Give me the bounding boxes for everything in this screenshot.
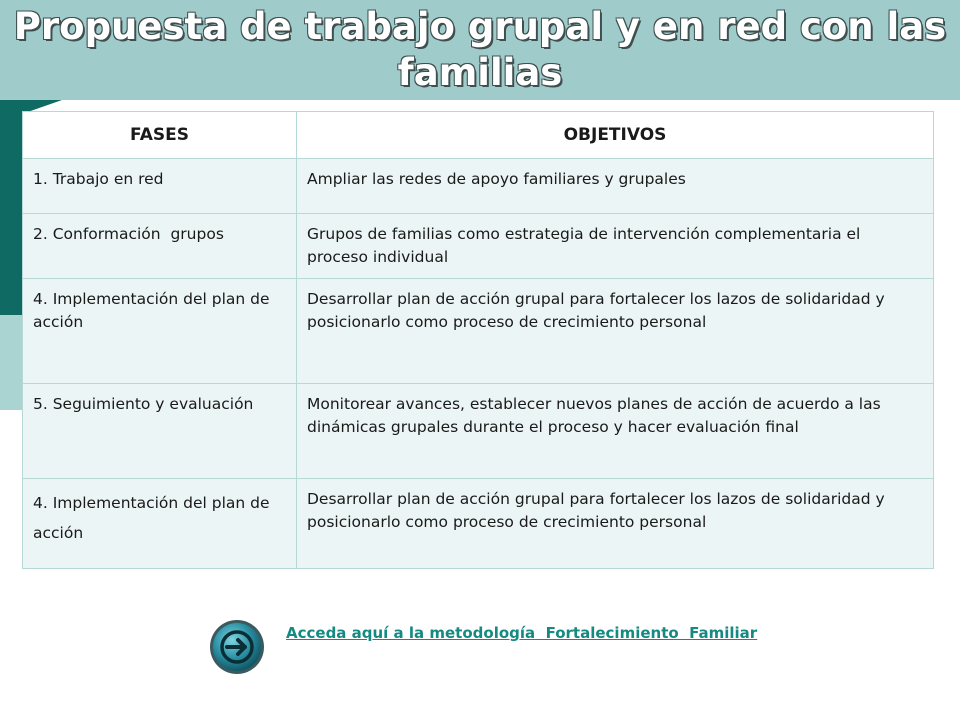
cell-objetivo: Grupos de familias como estrategia de intervención complementaria el proceso individual (297, 214, 934, 279)
cell-objetivo: Monitorear avances, establecer nuevos planes de acción de acuerdo a las dinámicas grupales durante el proceso y hacer evaluación final (297, 384, 934, 479)
table-row (23, 384, 934, 479)
cell-fase: 2. Conformación grupos (23, 214, 297, 279)
table-header-row (23, 112, 934, 159)
cell-objetivo: Ampliar las redes de apoyo familiares y grupales (297, 159, 934, 214)
header-fases: FASES (23, 112, 297, 159)
cell-fase: 1. Trabajo en red (23, 159, 297, 214)
table-row (23, 159, 934, 214)
table-row (23, 479, 934, 569)
side-accent-light (0, 315, 22, 410)
cell-objetivo: Desarrollar plan de acción grupal para fortalecer los lazos de solidaridad y posicionarlo como proceso de crecimiento personal (297, 479, 934, 569)
cell-fase: 4. Implementación del plan de acción (23, 279, 297, 384)
arrow-right-icon[interactable] (208, 618, 266, 676)
slide-title: Propuesta de trabajo grupal y en red con las familias (13, 5, 947, 94)
table-row (23, 214, 934, 279)
cell-fase: 4. Implementación del plan de acción (23, 479, 297, 569)
phases-table (22, 111, 934, 569)
header-objetivos: OBJETIVOS (297, 112, 934, 159)
cell-objetivo: Desarrollar plan de acción grupal para fortalecer los lazos de solidaridad y posicionarlo como proceso de crecimiento personal (297, 279, 934, 384)
cell-fase: 5. Seguimiento y evaluación (23, 384, 297, 479)
side-accent-dark (0, 100, 22, 315)
table-row (23, 279, 934, 384)
methodology-link[interactable]: Acceda aquí a la metodología Fortalecimiento Familiar (286, 624, 758, 642)
